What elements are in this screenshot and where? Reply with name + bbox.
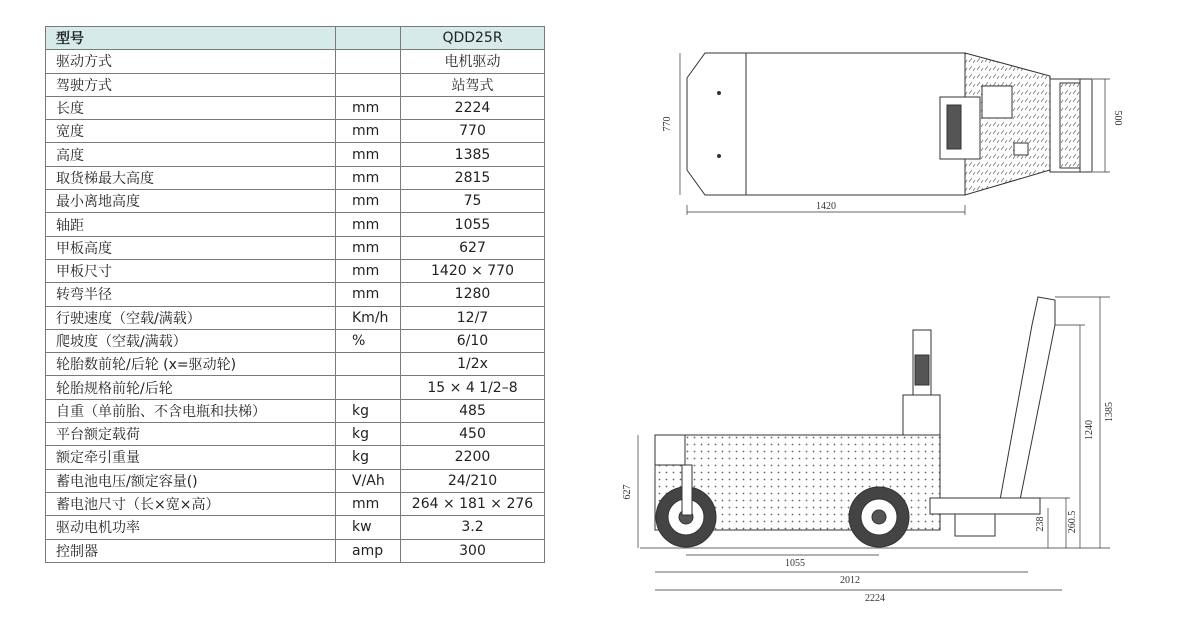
dim-label-1385: 1385 <box>1104 402 1115 422</box>
spec-value: 24/210 <box>401 469 545 492</box>
dim-label-238: 238 <box>1035 516 1046 532</box>
spec-name: 取货梯最大高度 <box>46 166 336 189</box>
top-view <box>680 53 1110 215</box>
spec-name: 行驶速度（空载/满载） <box>46 306 336 329</box>
spec-row <box>46 329 545 352</box>
spec-unit <box>336 353 401 376</box>
spec-name: 轮胎规格前轮/后轮 <box>46 376 336 399</box>
spec-name: 甲板高度 <box>46 236 336 259</box>
spec-name: 自重（单前胎、不含电瓶和扶梯） <box>46 399 336 422</box>
spec-row <box>46 376 545 399</box>
spec-value: 627 <box>401 236 545 259</box>
spec-unit <box>336 376 401 399</box>
spec-row <box>46 50 545 73</box>
dim-label-627: 627 <box>622 484 633 500</box>
spec-name: 甲板尺寸 <box>46 259 336 282</box>
top-view-bolt <box>718 155 721 158</box>
spec-unit: kw <box>336 516 401 539</box>
spec-unit: mm <box>336 166 401 189</box>
spec-unit: kg <box>336 423 401 446</box>
spec-value: 1280 <box>401 283 545 306</box>
spec-row <box>46 259 545 282</box>
dim-label-2224: 2224 <box>865 593 885 604</box>
side-view-front-fork <box>682 465 692 515</box>
spec-row <box>46 96 545 119</box>
spec-name: 最小离地高度 <box>46 190 336 213</box>
top-view-pedal <box>1014 143 1028 155</box>
spec-value: 1420 × 770 <box>401 259 545 282</box>
side-view-rear-axle <box>872 510 886 524</box>
spec-unit: Km/h <box>336 306 401 329</box>
spec-name: 驾驶方式 <box>46 73 336 96</box>
side-view-rear-step <box>930 498 1040 514</box>
spec-name: 额定牵引重量 <box>46 446 336 469</box>
spec-row <box>46 306 545 329</box>
dim-label-1240: 1240 <box>1084 420 1095 440</box>
spec-row <box>46 423 545 446</box>
spec-unit: mm <box>336 492 401 515</box>
side-view-motor <box>955 514 995 536</box>
spec-row <box>46 469 545 492</box>
spec-name: 轴距 <box>46 213 336 236</box>
spec-unit: amp <box>336 539 401 562</box>
dim-label-260-5: 260.5 <box>1067 510 1078 534</box>
spec-value: 485 <box>401 399 545 422</box>
spec-name: 转弯半径 <box>46 283 336 306</box>
dim-label-770: 770 <box>662 116 673 132</box>
spec-value: 6/10 <box>401 329 545 352</box>
spec-value: 15 × 4 1/2–8 <box>401 376 545 399</box>
side-view-steering-spring <box>915 355 929 385</box>
spec-value: 450 <box>401 423 545 446</box>
top-view-bolt <box>718 92 721 95</box>
spec-value: 75 <box>401 190 545 213</box>
spec-row <box>46 166 545 189</box>
spec-name: 平台额定载荷 <box>46 423 336 446</box>
spec-row <box>46 353 545 376</box>
side-view-front-housing <box>655 435 685 465</box>
spec-row <box>46 143 545 166</box>
spec-unit: mm <box>336 283 401 306</box>
spec-value: 1385 <box>401 143 545 166</box>
side-view-handle <box>1000 297 1055 500</box>
spec-row <box>46 492 545 515</box>
spec-value: 264 × 181 × 276 <box>401 492 545 515</box>
spec-unit: mm <box>336 96 401 119</box>
top-view-handle-grille <box>1060 83 1080 168</box>
spec-unit: mm <box>336 259 401 282</box>
spec-row <box>46 73 545 96</box>
dim-label-1055: 1055 <box>785 558 805 569</box>
spec-name: 爬坡度（空载/满载） <box>46 329 336 352</box>
spec-table-body <box>46 27 545 563</box>
spec-row <box>46 236 545 259</box>
spec-value: 2200 <box>401 446 545 469</box>
spec-name: 高度 <box>46 143 336 166</box>
model-label: 型号 <box>46 27 336 50</box>
spec-value: 1055 <box>401 213 545 236</box>
spec-unit: V/Ah <box>336 469 401 492</box>
spec-table <box>45 26 545 563</box>
side-view <box>638 297 1110 590</box>
spec-name: 宽度 <box>46 120 336 143</box>
spec-unit: mm <box>336 143 401 166</box>
side-view-console <box>903 395 940 435</box>
technical-drawing <box>600 0 1194 621</box>
spec-value: 1/2x <box>401 353 545 376</box>
spec-unit <box>336 73 401 96</box>
top-view-handle-bar <box>1080 79 1092 172</box>
model-unit <box>336 27 401 50</box>
spec-header-row <box>46 27 545 50</box>
spec-value: 300 <box>401 539 545 562</box>
spec-name: 驱动方式 <box>46 50 336 73</box>
spec-unit: mm <box>336 120 401 143</box>
spec-unit <box>336 50 401 73</box>
dim-label-1420: 1420 <box>816 201 836 212</box>
spec-name: 驱动电机功率 <box>46 516 336 539</box>
spec-value: 站驾式 <box>401 73 545 96</box>
spec-row <box>46 283 545 306</box>
spec-unit: kg <box>336 446 401 469</box>
spec-value: 2815 <box>401 166 545 189</box>
spec-row <box>46 213 545 236</box>
spec-row <box>46 516 545 539</box>
spec-row <box>46 190 545 213</box>
spec-unit: % <box>336 329 401 352</box>
spec-value: 2224 <box>401 96 545 119</box>
model-value: QDD25R <box>401 27 545 50</box>
spec-unit: mm <box>336 236 401 259</box>
spec-unit: mm <box>336 213 401 236</box>
top-view-console <box>982 86 1012 118</box>
spec-row <box>46 399 545 422</box>
dim-label-500: 500 <box>1112 110 1123 126</box>
top-view-battery <box>947 105 961 149</box>
spec-unit: kg <box>336 399 401 422</box>
spec-value: 12/7 <box>401 306 545 329</box>
spec-unit: mm <box>336 190 401 213</box>
spec-value: 3.2 <box>401 516 545 539</box>
spec-name: 蓄电池尺寸（长×宽×高） <box>46 492 336 515</box>
spec-row <box>46 539 545 562</box>
spec-value: 770 <box>401 120 545 143</box>
spec-value: 电机驱动 <box>401 50 545 73</box>
spec-row <box>46 120 545 143</box>
dim-label-2012: 2012 <box>840 575 860 586</box>
spec-name: 长度 <box>46 96 336 119</box>
spec-name: 轮胎数前轮/后轮 (x=驱动轮) <box>46 353 336 376</box>
spec-name: 控制器 <box>46 539 336 562</box>
spec-row <box>46 446 545 469</box>
spec-name: 蓄电池电压/额定容量() <box>46 469 336 492</box>
top-view-deck-outline <box>687 53 965 195</box>
